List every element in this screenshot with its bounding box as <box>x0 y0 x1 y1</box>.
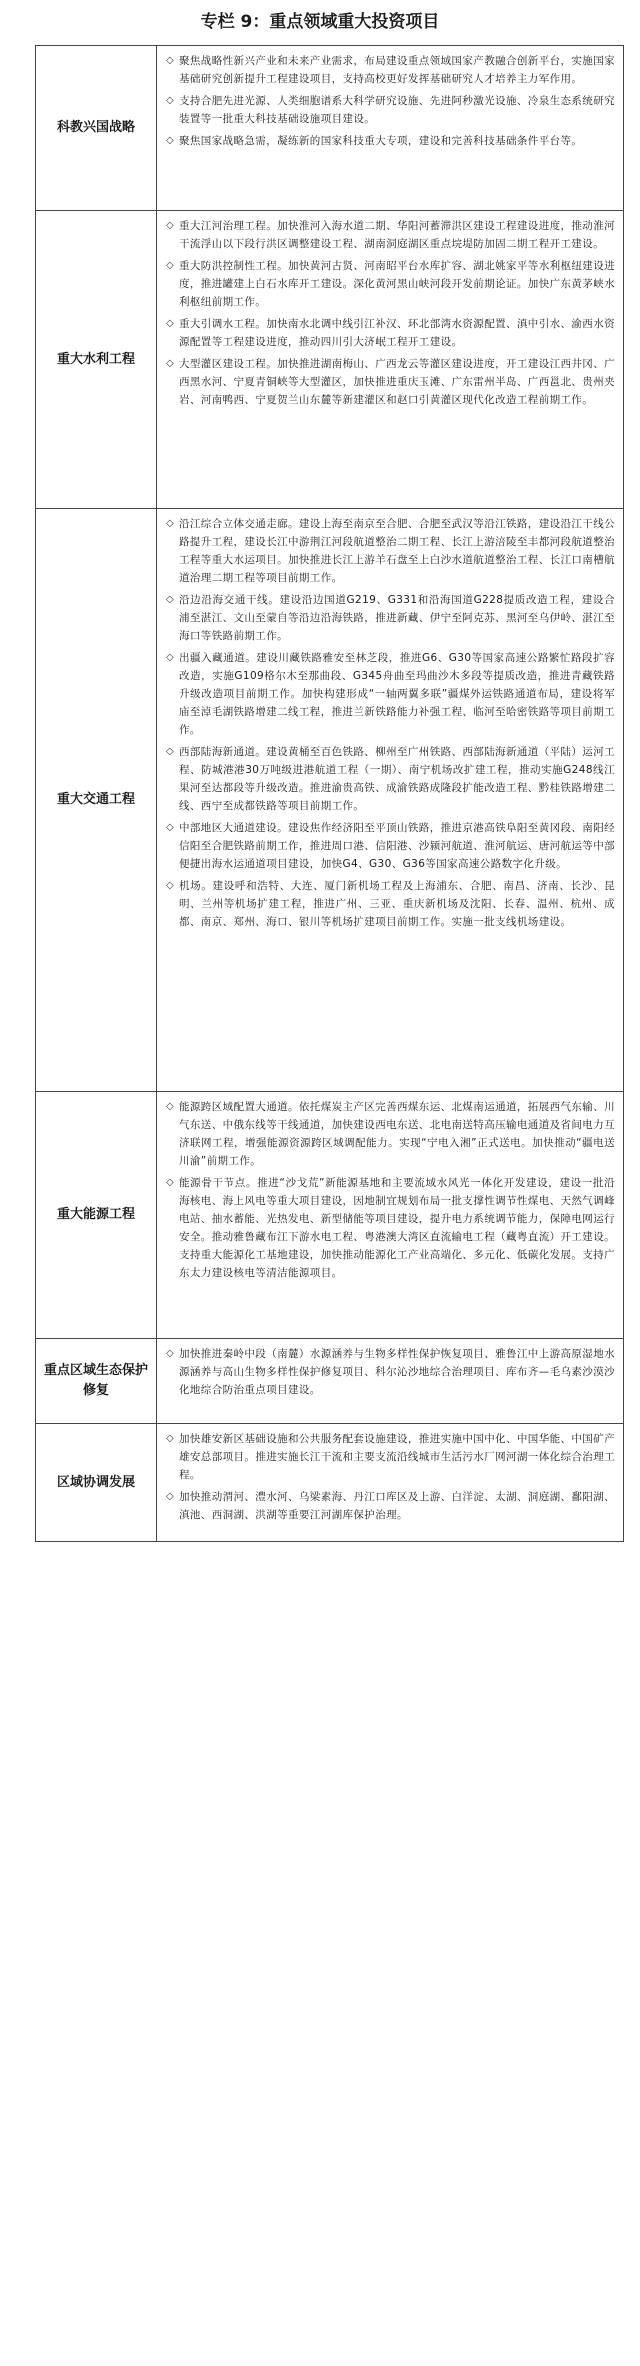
diamond-bullet-icon: ◇ <box>165 135 175 146</box>
table-row <box>36 46 624 211</box>
items-cell <box>157 1092 624 1339</box>
item-text: 出疆入藏通道。建设川藏铁路雅安至林芝段，推进G6、G30等国家高速公路繁忙路段扩容改造，实施G109格尔木至那曲段、G345舟曲至玛曲沙木多段等提质改造，推进青藏铁路升级改造项目前期工作。加快构建形成“一轴两翼多联”疆煤外运铁路通道布局，建设将军庙至淖毛湖铁路增建二线工程，推进兰新铁路能力补强工程、临河至哈密铁路等项目前期工作。 <box>179 652 615 736</box>
diamond-bullet-icon: ◇ <box>165 95 175 106</box>
list-item <box>161 1174 615 1282</box>
item-text: 加快雄安新区基础设施和公共服务配套设施建设，推进实施中国中化、中国华能、中国矿产雄安总部项目。推进实施长江干流和主要支流沿线城市生活污水厂网河湖一体化综合治理工程。 <box>179 1433 615 1481</box>
table-row <box>36 1339 624 1424</box>
category-cell <box>36 46 157 211</box>
list-item <box>161 743 615 815</box>
list-item <box>161 132 615 150</box>
diamond-bullet-icon: ◇ <box>165 518 175 529</box>
list-item <box>161 1430 615 1484</box>
list-item <box>161 1345 615 1399</box>
item-text: 大型灌区建设工程。加快推进湖南梅山、广西龙云等灌区建设进度，开工建设江西井冈、广西黑水河、宁夏青铜峡等大型灌区，加快推进重庆玉滩、广东雷州半岛、广西邕北、贵州夹岩、河南鸭西、宁夏贺兰山东麓等新建灌区和赵口引黄灌区现代化改造工程前期工作。 <box>179 358 615 406</box>
category-label: 科教兴国战略 <box>56 120 135 135</box>
diamond-bullet-icon: ◇ <box>165 746 175 757</box>
category-label: 重大水利工程 <box>56 351 135 367</box>
list-item <box>161 591 615 645</box>
items-cell <box>157 211 624 509</box>
category-cell <box>36 509 157 1092</box>
list-item <box>161 819 615 873</box>
list-item <box>161 1098 615 1170</box>
diamond-bullet-icon: ◇ <box>165 1491 175 1502</box>
diamond-bullet-icon: ◇ <box>165 1101 175 1112</box>
diamond-bullet-icon: ◇ <box>165 260 175 271</box>
diamond-bullet-icon: ◇ <box>165 220 175 231</box>
list-item <box>161 315 615 351</box>
diamond-bullet-icon: ◇ <box>165 55 175 66</box>
list-item <box>161 649 615 739</box>
table-row <box>36 509 624 1092</box>
diamond-bullet-icon: ◇ <box>165 318 175 329</box>
item-text: 重大防洪控制性工程。加快黄河古贤、河南昭平台水库扩容、湖北姚家平等水利枢纽建设进度，推进罐建上白石水库开工建设。深化黄河黑山峡河段开发前期论证。加快广东黄茅峡水利枢纽前期工作。 <box>179 260 615 308</box>
list-item <box>161 52 615 88</box>
diamond-bullet-icon: ◇ <box>165 652 175 663</box>
item-text: 支持合肥先进光源、人类细胞谱系大科学研究设施、先进阿秒激光设施、冷泉生态系统研究装置等一批重大科技基础设施项目建设。 <box>179 95 615 125</box>
list-item <box>161 355 615 409</box>
diamond-bullet-icon: ◇ <box>165 1433 175 1444</box>
project-table <box>35 45 624 1542</box>
item-text: 中部地区大通道建设。建设焦作经济阳至平顶山铁路，推进京港高铁阜阳至黄冈段、南阳经信阳至合肥铁路前期工作，推进周口港、信阳港、沙颍河航道、淮河航运、唐河航运等中部便捷出海水运通道项目建设，加快G4、G30、G36等国家高速公路数字化升级。 <box>179 822 615 870</box>
diamond-bullet-icon: ◇ <box>165 1348 175 1359</box>
item-text: 聚焦战略性新兴产业和未来产业需求，布局建设重点领域国家产教融合创新平台，实施国家基础研究创新提升工程建设项目，支持高校更好发挥基础研究人才培养主力军作用。 <box>179 55 615 85</box>
list-item <box>161 257 615 311</box>
items-cell <box>157 1339 624 1424</box>
item-text: 能源跨区域配置大通道。依托煤炭主产区完善西煤东运、北煤南运通道，拓展西气东输、川气东送、中俄东线等干线通道，加快建设西电东送、北电南送特高压输电通道及省间电力互济联网工程，增强能源资源跨区域调配能力。实现“宁电入湘”正式送电。加快推动“疆电送川渝”前期工作。 <box>179 1101 615 1167</box>
category-label: 区域协调发展 <box>56 1474 135 1490</box>
item-text: 重大引调水工程。加快南水北调中线引江补汉、环北部湾水资源配置、滇中引水、渝西水资源配置等工程建设进度，推动四川引大济岷工程开工建设。 <box>179 318 615 348</box>
item-text: 聚焦国家战略急需，凝练新的国家科技重大专项，建设和完善科技基础条件平台等。 <box>179 135 583 147</box>
diamond-bullet-icon: ◇ <box>165 1177 175 1188</box>
items-cell <box>157 46 624 211</box>
table-row <box>36 211 624 509</box>
list-item <box>161 515 615 587</box>
category-cell <box>36 1424 157 1542</box>
category-label: 重大能源工程 <box>56 1207 135 1222</box>
item-text: 能源骨干节点。推进“沙戈荒”新能源基地和主要流域水风光一体化开发建设，建设一批沿海核电、海上风电等重大项目建设，因地制宜规划布局一批支撑性调节性煤电、天然气调峰电站、抽水蓄能、光热发电、新型储能等项目建设，提升电力系统调节能力，保障电网运行安全。推动雅鲁藏布江下游水电工程、粤港澳大湾区直流输电工程（藏粤直流）开工建设。支持重大能源化工基地建设，加快推动能源化工产业高端化、多元化、低碳化发展。支持广东太力建设核电等清洁能源项目。 <box>179 1177 615 1279</box>
item-text: 机场。建设呼和浩特、大连、厦门新机场工程及上海浦东、合肥、南昌、济南、长沙、昆明、兰州等机场扩建工程，推进广州、三亚、重庆新机场及沈阳、长春、温州、杭州、成都、南京、郑州、海口、银川等机场扩建项目前期工作。实施一批支线机场建设。 <box>179 880 615 928</box>
items-cell <box>157 509 624 1092</box>
list-item <box>161 92 615 128</box>
diamond-bullet-icon: ◇ <box>165 880 175 891</box>
table-row <box>36 1424 624 1542</box>
diamond-bullet-icon: ◇ <box>165 594 175 605</box>
list-item <box>161 217 615 253</box>
item-text: 重大江河治理工程。加快淮河入海水道二期、华阳河蓄滞洪区建设工程建设进度，推动淮河干流浮山以下段行洪区调整建设工程、湖南洞庭湖区重点垸堤防加固二期工程开工建设。 <box>179 220 615 250</box>
category-cell <box>36 1092 157 1339</box>
list-item <box>161 877 615 931</box>
item-text: 沿江综合立体交通走廊。建设上海至南京至合肥、合肥至武汉等沿江铁路，建设沿江干线公路提升工程，建设长江中游荆江河段航道整治二期工程、长江上游涪陵至丰都河段航道整治工程等重大水运项目。加快推进长江上游羊石盘至上白沙水道航道整治工程、长江口南槽航道治理二期工程等项目前期工作。 <box>179 518 615 584</box>
list-item <box>161 1488 615 1524</box>
category-label: 重大交通工程 <box>56 792 135 807</box>
table-row <box>36 1092 624 1339</box>
items-cell <box>157 1424 624 1542</box>
diamond-bullet-icon: ◇ <box>165 822 175 833</box>
category-cell <box>36 211 157 509</box>
item-text: 西部陆海新通道。建设黄桶至百色铁路、柳州至广州铁路、西部陆海新通道（平陆）运河工程、防城港港30万吨级进港航道工程（一期）、南宁机场改扩建工程，推动实施G248线江果河至达都段等升级改造。推进渝贵高铁、成渝铁路成隆段扩能改造工程、黔桂铁路增建二线、西宁至成都铁路等项目前期工作。 <box>179 746 615 812</box>
category-cell <box>36 1339 157 1424</box>
item-text: 沿边沿海交通干线。建设沿边国道G219、G331和沿海国道G228提质改造工程，建设合浦至湛江、文山至蒙自等沿边沿海铁路，推进新藏、伊宁至阿克苏、黑河至乌伊岭、湛江至海口等铁路前期工作。 <box>179 594 615 642</box>
item-text: 加快推进秦岭中段（南麓）水源涵养与生物多样性保护恢复项目、雅鲁江中上游高原湿地水源涵养与高山生物多样性保护修复项目、科尔沁沙地综合治理项目、库布齐—毛乌素沙漠沙化地综合防治重点项目建设。 <box>179 1348 615 1396</box>
item-text: 加快推动渭河、澧水河、乌梁素海、丹江口库区及上游、白洋淀、太湖、洞庭湖、鄱阳湖、滇池、西洞湖、洪湖等重要江河湖库保护治理。 <box>179 1491 615 1521</box>
diamond-bullet-icon: ◇ <box>165 358 175 369</box>
category-label: 重点区域生态保护修复 <box>44 1363 149 1398</box>
page-title: 专栏 9：重点领域重大投资项目 <box>200 12 440 32</box>
